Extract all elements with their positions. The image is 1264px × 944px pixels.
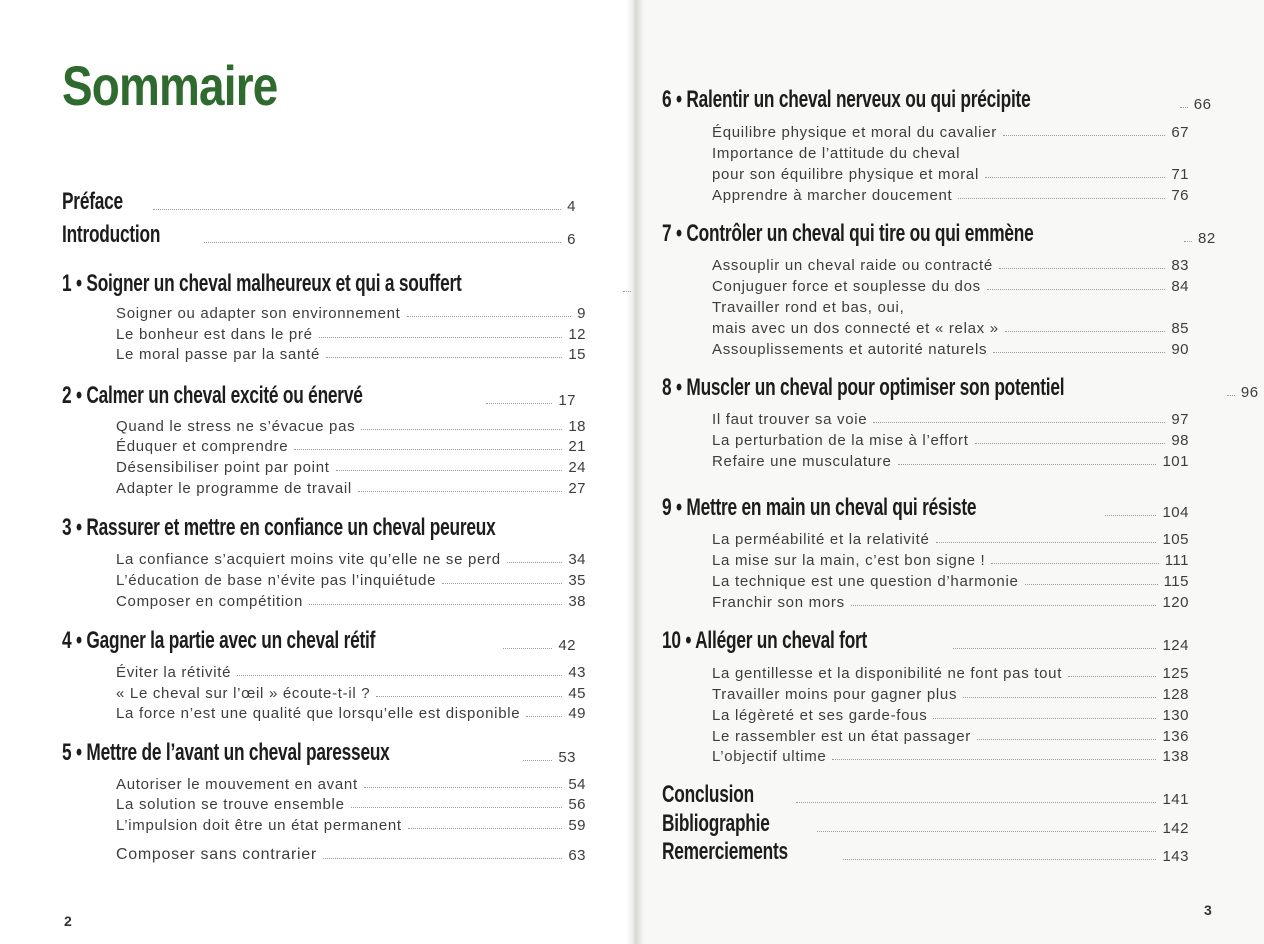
dot-leader	[873, 422, 1165, 423]
toc-entry-label: Composer en compétition	[116, 593, 304, 610]
toc-subentry[interactable]	[116, 797, 586, 812]
toc-subentry[interactable]	[712, 729, 1189, 744]
toc-entry-label: La gentillesse et la disponibilité ne font pas tout	[712, 665, 1063, 682]
toc-subentry[interactable]	[712, 553, 1189, 568]
toc-chapter-8[interactable]	[662, 374, 1259, 401]
toc-entry-page: 67	[1171, 124, 1189, 141]
dot-leader	[523, 760, 552, 761]
toc-entry-page: 120	[1162, 594, 1189, 611]
toc-subentry-wrapped-line: Travailler rond et bas, oui,	[712, 299, 905, 316]
toc-entry-label: L’impulsion doit être un état permanent	[116, 817, 402, 834]
dot-leader	[843, 859, 1157, 860]
dot-leader	[361, 429, 562, 430]
dot-leader	[832, 759, 1156, 760]
toc-subentry[interactable]	[712, 687, 1189, 702]
dot-leader	[953, 648, 1157, 649]
page-number: 2	[64, 913, 72, 929]
toc-entry-label: Conjuguer force et souplesse du dos	[712, 278, 981, 295]
dot-leader	[1227, 395, 1235, 396]
toc-entry-page: 128	[1162, 686, 1189, 703]
toc-entry-page: 104	[1162, 504, 1189, 521]
toc-chapter-5[interactable]	[62, 741, 576, 765]
toc-entry-page: 111	[1164, 552, 1189, 569]
toc-entry-label: Il faut trouver sa voie	[712, 411, 868, 428]
toc-entry-page: 56	[568, 796, 586, 813]
toc-entry-label: La technique est une question d’harmonie	[712, 573, 1019, 590]
toc-entry-label: L’objectif ultime	[712, 748, 827, 765]
toc-entry-page: 6	[567, 231, 576, 248]
toc-entry-label: Équilibre physique et moral du cavalier	[712, 124, 997, 141]
toc-entry-page: 38	[568, 593, 586, 610]
toc-entry-label: L’éducation de base n’évite pas l’inquiétude	[116, 572, 437, 589]
dot-leader	[817, 831, 1156, 832]
toc-subentry[interactable]	[712, 342, 1189, 357]
toc-entry-page: 49	[568, 705, 586, 722]
dot-leader	[958, 198, 1165, 199]
toc-chapter-3[interactable]	[62, 516, 576, 540]
toc-subentry[interactable]	[712, 279, 1189, 294]
toc-entry-page: 138	[1162, 748, 1189, 765]
toc-entry-page: 27	[568, 480, 586, 497]
toc-entry-remerciements[interactable]	[662, 840, 1189, 864]
toc-entry-label: Soigner ou adapter son environnement	[116, 305, 401, 322]
toc-entry-page: 45	[568, 685, 586, 702]
dot-leader	[364, 787, 562, 788]
toc-subentry[interactable]	[116, 481, 586, 496]
toc-entry-label: Désensibiliser point par point	[116, 459, 330, 476]
toc-subentry[interactable]	[712, 595, 1189, 610]
toc-entry-label: Adapter le programme de travail	[116, 480, 352, 497]
dot-leader	[898, 464, 1157, 465]
dot-leader	[237, 675, 562, 676]
toc-entry-label: La perturbation de la mise à l’effort	[712, 432, 969, 449]
toc-entry-page: 97	[1171, 411, 1189, 428]
toc-entry-label: 1 • Soigner un cheval malheureux et qui a souffert	[62, 270, 462, 297]
toc-entry-page: 34	[568, 551, 586, 568]
dot-leader	[486, 403, 553, 404]
toc-entry-label: Franchir son mors	[712, 594, 845, 611]
toc-subentry[interactable]	[712, 749, 1189, 764]
dot-leader	[336, 470, 563, 471]
dot-leader	[999, 268, 1165, 269]
toc-entry-label: La force n’est une qualité que lorsqu’elle est disponible	[116, 705, 521, 722]
toc-subentry[interactable]	[712, 125, 1189, 140]
toc-entry-page: 17	[558, 392, 576, 409]
toc-entry-label: 2 • Calmer un cheval excité ou énervé	[62, 382, 363, 409]
toc-subentry[interactable]	[116, 777, 586, 792]
dot-leader	[991, 563, 1158, 564]
toc-entry-page: 143	[1162, 848, 1189, 865]
toc-entry-page: 82	[1198, 230, 1216, 247]
dot-leader	[358, 491, 562, 492]
toc-chapter-4[interactable]	[62, 629, 576, 653]
toc-subentry[interactable]	[116, 327, 586, 342]
dot-leader	[294, 449, 562, 450]
dot-leader	[985, 177, 1165, 178]
toc-chapter-6[interactable]	[662, 86, 1212, 113]
toc-subentry[interactable]	[116, 847, 586, 863]
toc-subentry[interactable]	[712, 532, 1189, 547]
toc-entry-introduction[interactable]	[62, 223, 576, 247]
toc-entry-page: 83	[1171, 257, 1189, 274]
toc-entry-page: 130	[1162, 707, 1189, 724]
toc-entry-label: Quand le stress ne s’évacue pas	[116, 418, 356, 435]
dot-leader	[1068, 676, 1156, 677]
toc-subentry[interactable]	[712, 188, 1189, 203]
toc-entry-preface[interactable]	[62, 190, 576, 214]
toc-entry-label: pour son équilibre physique et moral	[712, 166, 980, 183]
dot-leader	[796, 802, 1157, 803]
dot-leader	[1025, 584, 1158, 585]
toc-subentry[interactable]	[712, 454, 1189, 469]
toc-entry-label: Conclusion	[662, 781, 754, 808]
toc-entry-page: 21	[568, 438, 586, 455]
toc-entry-page: 4	[567, 198, 576, 215]
toc-entry-page: 90	[1171, 341, 1189, 358]
toc-entry-label: Bibliographie	[662, 810, 770, 837]
toc-subentry[interactable]	[116, 552, 586, 567]
toc-subentry[interactable]	[116, 306, 586, 321]
toc-entry-label: « Le cheval sur l’œil » écoute-t-il ?	[116, 685, 371, 702]
toc-subentry[interactable]	[712, 666, 1189, 681]
toc-entry-page: 35	[568, 572, 586, 589]
dot-leader	[326, 357, 562, 358]
dot-leader	[987, 289, 1165, 290]
toc-entry-page: 9	[577, 305, 586, 322]
toc-entry-label: Éduquer et comprendre	[116, 438, 289, 455]
dot-leader	[442, 583, 562, 584]
toc-chapter-7[interactable]	[662, 220, 1216, 247]
toc-entry-label: 3 • Rassurer et mettre en confiance un cheval peureux	[62, 514, 496, 541]
page-title: Sommaire	[62, 54, 278, 117]
toc-subentry[interactable]	[116, 460, 586, 475]
toc-subentry[interactable]	[116, 686, 586, 701]
dot-leader	[963, 697, 1156, 698]
right-page	[633, 0, 1264, 944]
toc-entry-label: 4 • Gagner la partie avec un cheval rétif	[62, 627, 376, 654]
toc-entry-label: Refaire une musculature	[712, 453, 892, 470]
dot-leader	[1005, 331, 1166, 332]
toc-subentry[interactable]	[116, 665, 586, 680]
toc-chapter-10[interactable]	[662, 629, 1189, 653]
toc-entry-page: 63	[568, 847, 586, 864]
toc-entry-page: 43	[568, 664, 586, 681]
toc-subentry[interactable]	[712, 167, 1189, 182]
dot-leader	[503, 648, 552, 649]
toc-entry-label: 6 • Ralentir un cheval nerveux ou qui précipite	[662, 86, 1031, 113]
toc-subentry[interactable]	[116, 439, 586, 454]
toc-entry-page: 85	[1171, 320, 1189, 337]
toc-entry-label: 7 • Contrôler un cheval qui tire ou qui emmène	[662, 220, 1034, 247]
toc-entry-page: 53	[558, 749, 576, 766]
dot-leader	[408, 828, 563, 829]
toc-entry-label: Assouplissements et autorité naturels	[712, 341, 988, 358]
toc-entry-page: 66	[1193, 96, 1212, 113]
dot-leader	[153, 209, 562, 210]
toc-subentry[interactable]	[116, 347, 586, 362]
toc-entry-label: Le rassembler est un état passager	[712, 728, 971, 745]
toc-entry-label: Remerciements	[662, 838, 788, 865]
toc-entry-page: 125	[1162, 665, 1189, 682]
dot-leader	[933, 718, 1156, 719]
toc-entry-label: La perméabilité et la relativité	[712, 531, 930, 548]
toc-subentry[interactable]	[116, 419, 586, 434]
dot-leader	[993, 352, 1165, 353]
toc-subentry-wrapped-line: Importance de l’attitude du cheval	[712, 145, 961, 162]
dot-leader	[407, 316, 572, 317]
toc-entry-label: Assouplir un cheval raide ou contracté	[712, 257, 993, 274]
toc-entry-page: 101	[1162, 453, 1189, 470]
toc-entry-label: La solution se trouve ensemble	[116, 796, 345, 813]
toc-entry-page: 98	[1171, 432, 1189, 449]
toc-chapter-1[interactable]	[62, 272, 576, 296]
toc-entry-label: La mise sur la main, c’est bon signe !	[712, 552, 986, 569]
dot-leader	[323, 858, 562, 859]
dot-leader	[309, 604, 562, 605]
dot-leader	[1003, 135, 1165, 136]
dot-leader	[376, 696, 562, 697]
book-spine-shadow	[626, 0, 644, 944]
toc-subentry[interactable]	[116, 594, 586, 609]
toc-entry-label: mais avec un dos connecté et « relax »	[712, 320, 999, 337]
toc-subentry[interactable]	[712, 433, 1189, 448]
toc-entry-page: 84	[1171, 278, 1189, 295]
dot-leader	[1184, 241, 1192, 242]
toc-subentry[interactable]	[712, 258, 1189, 273]
toc-entry-page: 15	[568, 346, 586, 363]
toc-entry-page: 71	[1171, 166, 1189, 183]
toc-entry-label: Introduction	[62, 221, 161, 248]
dot-leader	[1105, 515, 1157, 516]
dot-leader	[975, 443, 1166, 444]
toc-entry-label: Préface	[62, 188, 123, 215]
toc-subentry[interactable]	[712, 412, 1189, 427]
toc-entry-page: 59	[568, 817, 586, 834]
toc-entry-page: 124	[1162, 637, 1189, 654]
toc-subentry[interactable]	[116, 573, 586, 588]
dot-leader	[204, 242, 561, 243]
toc-entry-page: 24	[568, 459, 586, 476]
toc-entry-bibliographie[interactable]	[662, 812, 1189, 836]
toc-entry-page: 136	[1162, 728, 1189, 745]
toc-entry-page: 42	[558, 637, 576, 654]
toc-entry-page: 18	[568, 418, 586, 435]
toc-entry-label: Composer sans contrarier	[116, 846, 317, 863]
dot-leader	[936, 542, 1157, 543]
toc-entry-page: 12	[568, 326, 586, 343]
page-number: 3	[1204, 902, 1212, 918]
dot-leader	[1180, 107, 1188, 108]
toc-entry-label: Le moral passe par la santé	[116, 346, 321, 363]
toc-entry-page: 141	[1162, 791, 1189, 808]
toc-entry-label: 5 • Mettre de l’avant un cheval paresseux	[62, 739, 390, 766]
toc-subentry[interactable]	[116, 706, 586, 721]
toc-entry-page: 54	[568, 776, 586, 793]
toc-entry-label: Le bonheur est dans le pré	[116, 326, 313, 343]
toc-entry-label: 8 • Muscler un cheval pour optimiser son potentiel	[662, 374, 1065, 401]
toc-entry-page: 96	[1240, 384, 1259, 401]
toc-entry-label: 9 • Mettre en main un cheval qui résiste	[662, 494, 977, 521]
toc-entry-label: La confiance s’acquiert moins vite qu’elle ne se perd	[116, 551, 501, 568]
dot-leader	[319, 337, 563, 338]
toc-entry-page: 76	[1171, 187, 1189, 204]
dot-leader	[977, 739, 1157, 740]
toc-subentry[interactable]	[712, 574, 1189, 589]
toc-entry-label: Travailler moins pour gagner plus	[712, 686, 958, 703]
toc-entry-label: 10 • Alléger un cheval fort	[662, 627, 868, 654]
toc-subentry[interactable]	[116, 818, 586, 833]
dot-leader	[526, 716, 562, 717]
dot-leader	[851, 605, 1157, 606]
toc-entry-label: Apprendre à marcher doucement	[712, 187, 953, 204]
dot-leader	[507, 562, 563, 563]
toc-chapter-9[interactable]	[662, 496, 1189, 520]
toc-entry-label: Éviter la rétivité	[116, 664, 232, 681]
toc-subentry[interactable]	[712, 708, 1189, 723]
toc-subentry[interactable]	[712, 321, 1189, 336]
toc-entry-label: La légèreté et ses garde-fous	[712, 707, 928, 724]
toc-entry-label: Autoriser le mouvement en avant	[116, 776, 358, 793]
dot-leader	[351, 807, 563, 808]
toc-chapter-2[interactable]	[62, 384, 576, 408]
toc-entry-conclusion[interactable]	[662, 783, 1189, 807]
toc-entry-page: 142	[1162, 820, 1189, 837]
toc-entry-page: 115	[1163, 573, 1189, 590]
toc-entry-page: 105	[1162, 531, 1189, 548]
